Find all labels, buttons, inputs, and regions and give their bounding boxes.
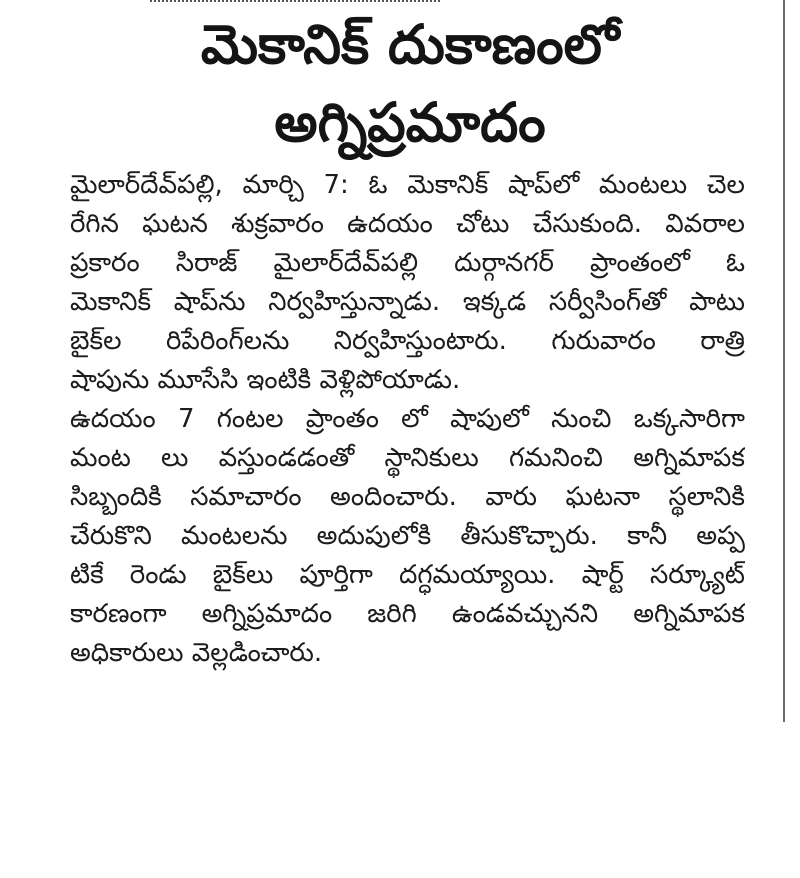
body-line: మైలార్‌దేవ్‌పల్లి, మార్చి 7: ఓ మెకానిక్ షాప్‌లో మంటలు చెల <box>70 170 745 200</box>
body-line: అధికారులు వెల్లడించారు. <box>70 638 323 668</box>
body-line: చేరుకొని మంటలను అదుపులోకి తీసుకొచ్చారు. కానీ అప్ప <box>70 521 745 551</box>
article-body <box>70 166 745 673</box>
clipping-cut-edge <box>150 0 440 8</box>
body-line: బైక్‌ల రిపేరింగ్‌లను నిర్వహిస్తుంటారు. గురువారం రాత్రి <box>70 326 745 356</box>
body-line: మంట లు వస్తుండడంతో స్థానికులు గమనించి అగ్నిమాపక <box>70 443 745 473</box>
body-line: షాపును మూసేసి ఇంటికి వెళ్లిపోయాడు. <box>70 365 461 395</box>
body-line: రేగిన ఘటన శుక్రవారం ఉదయం చోటు చేసుకుంది. వివరాల <box>70 209 745 239</box>
body-line: కారణంగా అగ్నిప్రమాదం జరిగి ఉండవచ్చునని అగ్నిమాపక <box>70 599 745 629</box>
body-line: టికే రెండు బైక్‌లు పూర్తిగా దగ్ధమయ్యాయి. షార్ట్ సర్క్యూట్ <box>70 560 745 590</box>
body-line: ఉదయం 7 గంటల ప్రాంతం లో షాపులో నుంచి ఒక్కసారిగా <box>70 404 745 434</box>
body-line: సిబ్బందికి సమాచారం అందించారు. వారు ఘటనా స్థలానికి <box>70 482 745 512</box>
headline-line-2: అగ్నిప్రమాదం <box>274 91 546 154</box>
body-line: మెకానిక్ షాప్‌ను నిర్వహిస్తున్నాడు. ఇక్కడ సర్వీసింగ్‌తో పాటు <box>70 287 745 317</box>
body-line: ప్రకారం సిరాజ్ మైలార్‌దేవ్‌పల్లి దుర్గానగర్ ప్రాంతంలో ఓ <box>70 248 745 278</box>
column-divider <box>783 0 785 722</box>
headline-line-1: మెకానిక్ దుకాణంలో <box>200 13 620 76</box>
